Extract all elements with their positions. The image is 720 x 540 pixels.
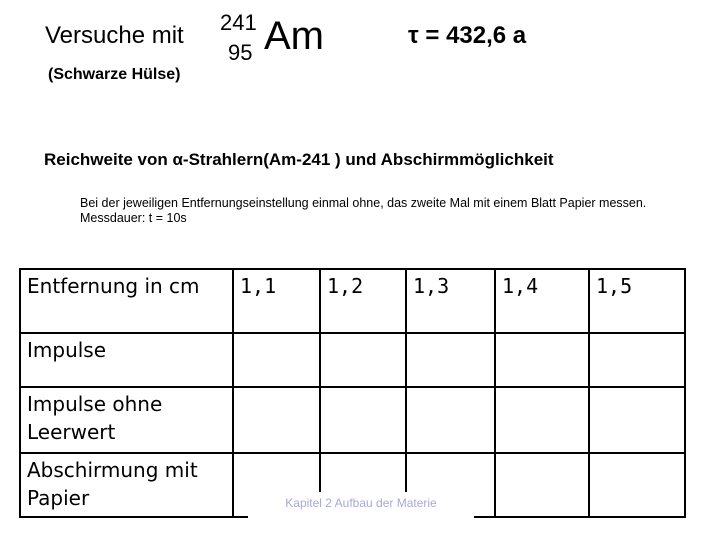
value-cell bbox=[320, 387, 406, 453]
distance-cell: 1,2 bbox=[320, 269, 406, 333]
value-cell bbox=[495, 453, 589, 517]
half-life-label: τ = 432,6 a bbox=[408, 22, 527, 49]
isotope-mass-number: 241 bbox=[220, 10, 257, 35]
measurement-duration: Messdauer: t = 10s bbox=[80, 211, 187, 225]
footer-chapter-label: Kapitel 2 Aufbau der Materie bbox=[248, 492, 474, 522]
instruction-line: Bei der jeweiligen Entfernungseinstellung einmal ohne, das zweite Mal mit einem Blatt Papier messen. bbox=[80, 196, 647, 210]
distance-cell: 1,3 bbox=[406, 269, 495, 333]
value-cell bbox=[495, 387, 589, 453]
row-label: Abschirmung mit Papier bbox=[20, 453, 233, 517]
instruction-text bbox=[80, 196, 670, 226]
table-row bbox=[20, 333, 685, 387]
table-row bbox=[20, 387, 685, 453]
table-header-cell: Entfernung in cm bbox=[20, 269, 233, 333]
value-cell bbox=[233, 387, 320, 453]
row-label: Impulse bbox=[20, 333, 233, 387]
value-cell bbox=[320, 333, 406, 387]
value-cell bbox=[589, 387, 685, 453]
distance-cell: 1,5 bbox=[589, 269, 685, 333]
measurement-table bbox=[19, 268, 686, 518]
title-prefix: Versuche mit bbox=[45, 22, 184, 49]
value-cell bbox=[406, 387, 495, 453]
isotope-atomic-number: 95 bbox=[228, 40, 253, 65]
value-cell bbox=[233, 333, 320, 387]
subtitle: (Schwarze Hülse) bbox=[48, 66, 181, 83]
value-cell bbox=[589, 333, 685, 387]
row-label: Impulse ohne Leerwert bbox=[20, 387, 233, 453]
distance-cell: 1,1 bbox=[233, 269, 320, 333]
value-cell bbox=[406, 333, 495, 387]
value-cell bbox=[589, 453, 685, 517]
table-row bbox=[20, 269, 685, 333]
value-cell bbox=[495, 333, 589, 387]
isotope-notation bbox=[220, 10, 340, 64]
section-heading: Reichweite von α-Strahlern(Am-241 ) und Abschirmmöglichkeit bbox=[44, 150, 554, 169]
distance-cell: 1,4 bbox=[495, 269, 589, 333]
isotope-symbol: Am bbox=[264, 14, 324, 58]
